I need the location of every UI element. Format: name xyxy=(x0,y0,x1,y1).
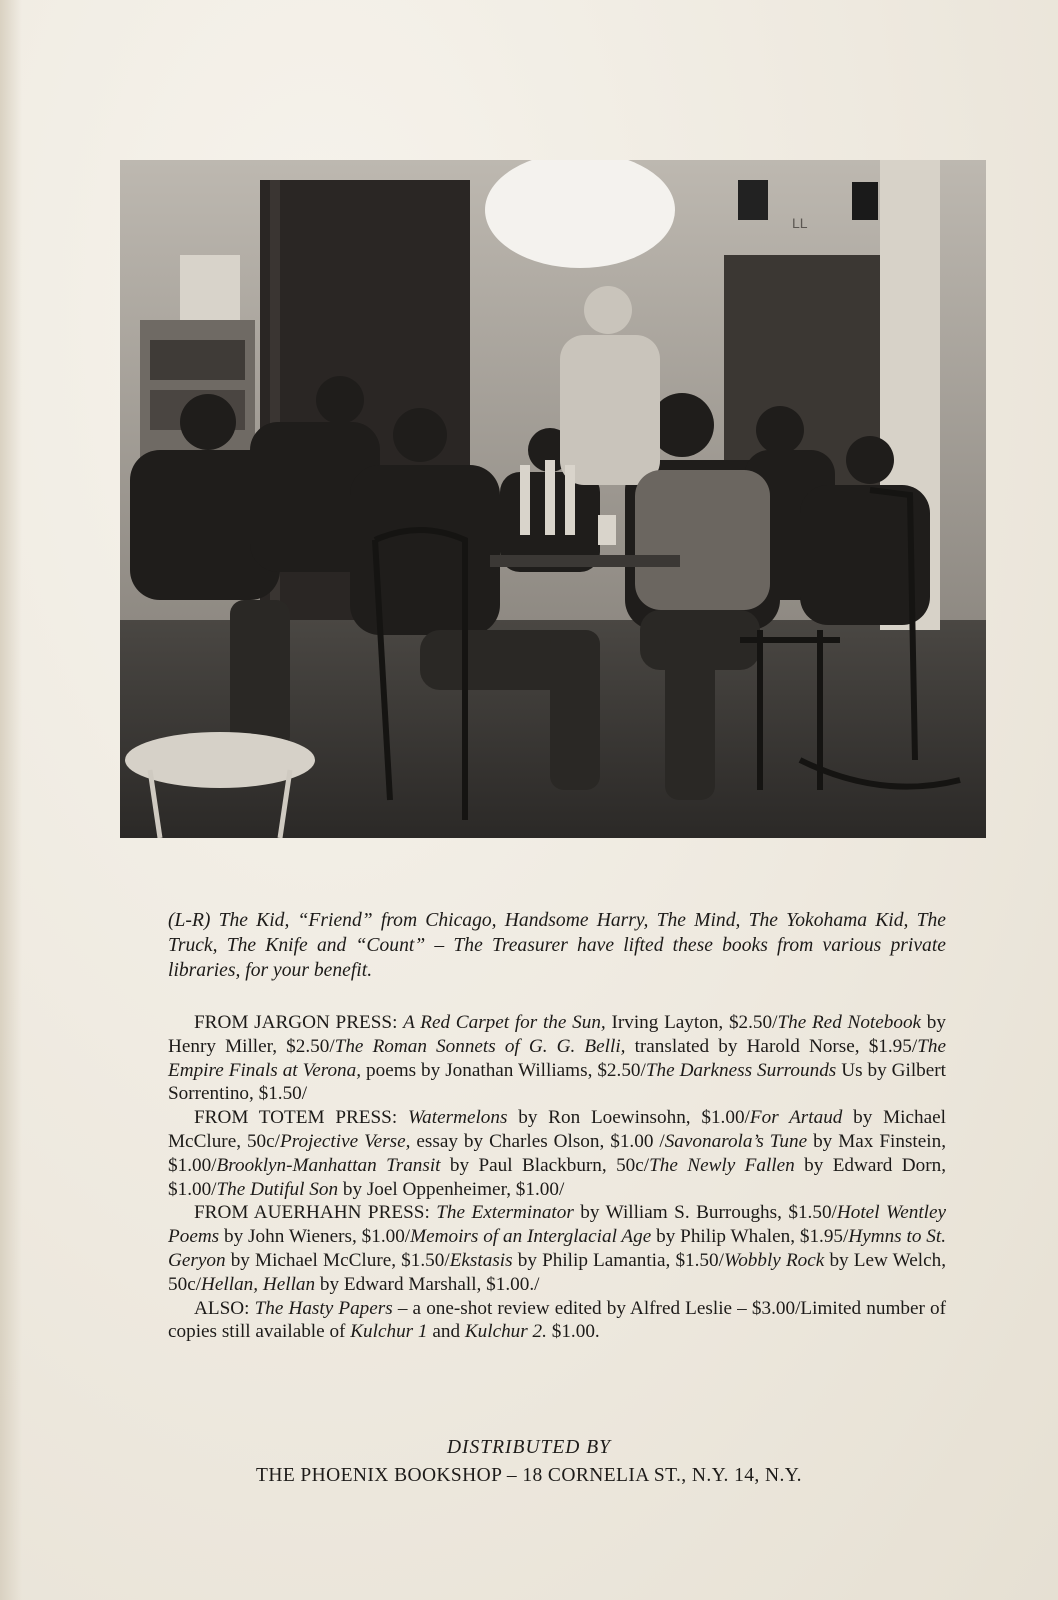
listing-text: FROM TOTEM PRESS: xyxy=(194,1107,408,1129)
book-title: For Artaud xyxy=(749,1107,843,1129)
totem-press-listing xyxy=(168,1106,946,1201)
page-edge-shadow xyxy=(0,0,22,1600)
listing-text: FROM JARGON PRESS: xyxy=(194,1012,404,1033)
listing-text: FROM AUERHAHN PRESS: xyxy=(194,1202,437,1224)
book-title: Watermelons xyxy=(407,1107,508,1129)
book-title: The Newly Fallen xyxy=(649,1154,795,1176)
book-title: Ekstasis xyxy=(449,1249,513,1271)
distributor-address: THE PHOENIX BOOKSHOP – 18 CORNELIA ST., N.Y. 14, N.Y. xyxy=(256,1465,802,1486)
book-catalog xyxy=(168,1011,946,1344)
book-title: The Red Notebook xyxy=(777,1012,922,1033)
listing-text: by Philip Lamantia, $1.50/ xyxy=(512,1249,724,1271)
book-title: Hellan, Hellan xyxy=(201,1273,316,1295)
listing-text: by William S. Burroughs, $1.50/ xyxy=(573,1202,837,1224)
auerhahn-press-listing xyxy=(168,1201,946,1296)
listing-text: essay by Charles Olson, $1.00 / xyxy=(410,1130,665,1152)
book-title: Kulchur 1 xyxy=(350,1321,428,1343)
book-title: The Hasty Papers xyxy=(254,1297,393,1319)
jargon-press-listing xyxy=(168,1011,946,1106)
book-title: Wobbly Rock xyxy=(723,1249,825,1271)
book-title: Hotel Wentley Poems xyxy=(168,1202,947,1248)
listing-text: and xyxy=(427,1321,465,1343)
listing-text: translated by Harold Norse, $1.95/ xyxy=(625,1035,918,1057)
listing-text: $1.00. xyxy=(546,1321,600,1343)
book-title: Projective Verse, xyxy=(280,1130,411,1152)
listing-text: by Joel Oppenheimer, $1.00/ xyxy=(338,1178,565,1200)
listing-text: ALSO: xyxy=(194,1297,255,1319)
listing-text: by Max Finstein, $1.00/ xyxy=(168,1130,946,1176)
listing-text: by Edward Dorn, $1.00/ xyxy=(168,1154,946,1200)
book-title: Hymns to St. Geryon xyxy=(168,1226,947,1271)
book-title: Memoirs of an Interglacial Age xyxy=(410,1226,652,1248)
door-lettering: LL xyxy=(792,215,808,231)
listing-text: by Ron Loewinsohn, $1.00/ xyxy=(507,1107,750,1129)
listing-text: Us by Gilbert Sorrentino, $1.50/ xyxy=(168,1059,946,1105)
listing-text: by Paul Blackburn, 50c/ xyxy=(440,1154,650,1176)
also-listing xyxy=(168,1297,946,1345)
book-title: The Empire Finals at Verona, xyxy=(168,1035,946,1081)
group-photo xyxy=(120,160,986,838)
listing-text: by Edward Marshall, $1.00./ xyxy=(315,1273,540,1295)
book-title: A Red Carpet for the Sun, xyxy=(403,1012,606,1033)
distributed-by-label: DISTRIBUTED BY xyxy=(446,1437,612,1458)
listing-text: poems by Jonathan Williams, $2.50/ xyxy=(361,1059,646,1081)
book-title: Savonarola’s Tune xyxy=(664,1130,808,1152)
book-title: The Exterminator xyxy=(436,1202,574,1224)
listing-text: Irving Layton, $2.50/ xyxy=(605,1012,778,1033)
book-title: The Darkness Surrounds xyxy=(645,1059,837,1081)
group-photo-icon xyxy=(120,160,986,838)
book-title: Brooklyn-Manhattan Transit xyxy=(216,1154,441,1176)
listing-text: by Lew Welch, 50c/ xyxy=(168,1249,947,1295)
book-title: Kulchur 2. xyxy=(464,1321,547,1343)
book-title: The Roman Sonnets of G. G. Belli, xyxy=(334,1035,626,1057)
listing-text: by Henry Miller, $2.50/ xyxy=(168,1012,946,1057)
photo-caption: (L-R) The Kid, “Friend” from Chicago, Handsome Harry, The Mind, The Yokohama Kid, The Truck, The Knife and “Count” – The Treasurer have lifted these books from various private libraries, for your benefit. xyxy=(168,910,946,981)
listing-text: by Philip Whalen, $1.95/ xyxy=(651,1226,849,1248)
book-title: The Dutiful Son xyxy=(216,1178,339,1200)
listing-text: – a one-shot review edited by Alfred Leslie – $3.00/Limited number of copies still available of xyxy=(168,1297,946,1343)
listing-text: by Michael McClure, $1.50/ xyxy=(225,1249,450,1271)
listing-text: by John Wieners, $1.00/ xyxy=(219,1226,411,1248)
listing-text: by Michael McClure, 50c/ xyxy=(168,1107,946,1152)
